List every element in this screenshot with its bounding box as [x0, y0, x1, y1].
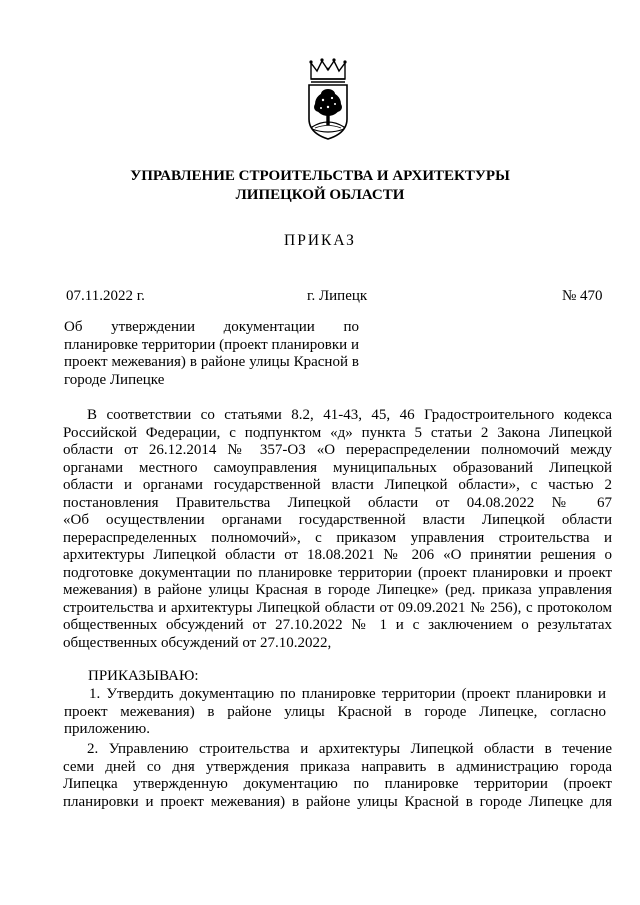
subject-line: планировке территории (проект планировки и — [64, 336, 359, 353]
item-line: проект межевания) в районе улицы Красной в городе Липецке, согласно — [64, 703, 606, 720]
item-line: 1. Утвердить документацию по планировке территории (проект планировки и — [89, 686, 606, 702]
order-item-1 — [64, 686, 606, 739]
preamble-line: межевания) в районе улицы Красная в городе Липецке» (ред. приказа управления — [63, 582, 612, 598]
item-line: приложению. — [64, 721, 151, 737]
preamble-line: перераспределенных полномочий», с приказом управления строительства и — [63, 529, 612, 546]
preamble-line: архитектуры Липецкой области от 18.08.2021 № 206 «О принятии решения о — [63, 547, 612, 563]
preamble-line: Российской Федерации, с подпунктом «д» пункта 5 статьи 2 Закона Липецкой — [63, 424, 612, 441]
item-line: 2. Управлению строительства и архитектуры Липецкой области в течение — [87, 741, 612, 757]
preamble-line: области и органами государственной власти Липецкой области», с частью 2 — [63, 477, 612, 493]
item-line: Липецка утвержденную документацию по планировке территории (проект — [63, 776, 612, 792]
preamble-line: общественных обсуждений от 27.10.2022, — [63, 634, 332, 651]
decree-word: ПРИКАЗЫВАЮ: — [88, 668, 199, 684]
preamble-line: общественных обсуждений от 27.10.2022 № 1 и с заключением о результатах — [63, 617, 612, 633]
order-date: 07.11.2022 г. — [66, 288, 145, 304]
preamble-line: органами местного самоуправления муниципальных образований Липецкой — [63, 459, 612, 476]
order-city: г. Липецк — [307, 288, 368, 304]
order-number: № 470 — [562, 288, 603, 304]
preamble-line: области от 26.12.2014 № 357-ОЗ «О перераспределении полномочий между — [63, 442, 612, 458]
subject-line: проект межевания) в районе улицы Красной в — [64, 354, 359, 370]
organization-name-line2: ЛИПЕЦКОЙ ОБЛАСТИ — [235, 187, 405, 203]
item-line: семи дней со дня утверждения приказа направить в администрацию города — [63, 758, 612, 775]
preamble-line: «Об осуществлении органами государственной власти Липецкой области — [63, 512, 612, 528]
subject-line: Об утверждении документации по — [64, 319, 359, 335]
preamble-line: постановления Правительства Липецкой области от 04.08.2022 № 67 — [63, 494, 612, 511]
document-title: ПРИКАЗ — [284, 232, 356, 249]
subject-line: городе Липецке — [64, 371, 165, 388]
preamble-paragraph — [63, 407, 612, 652]
organization-name-line1: УПРАВЛЕНИЕ СТРОИТЕЛЬСТВА И АРХИТЕКТУРЫ — [130, 168, 510, 184]
preamble-line: строительства и архитектуры Липецкой области от 09.09.2021 № 256), с протоколом — [63, 599, 612, 616]
preamble-line: подготовке документации по планировке территории (проект планировки и проект — [63, 564, 612, 581]
coat-of-arms-emblem — [303, 57, 353, 141]
preamble-line: В соответствии со статьями 8.2, 41-43, 45, 46 Градостроительного кодекса — [87, 407, 612, 423]
item-line: планировки и проект межевания) в районе улицы Красной в городе Липецке для — [63, 793, 612, 810]
order-item-2 — [63, 741, 612, 811]
order-subject — [64, 319, 359, 389]
